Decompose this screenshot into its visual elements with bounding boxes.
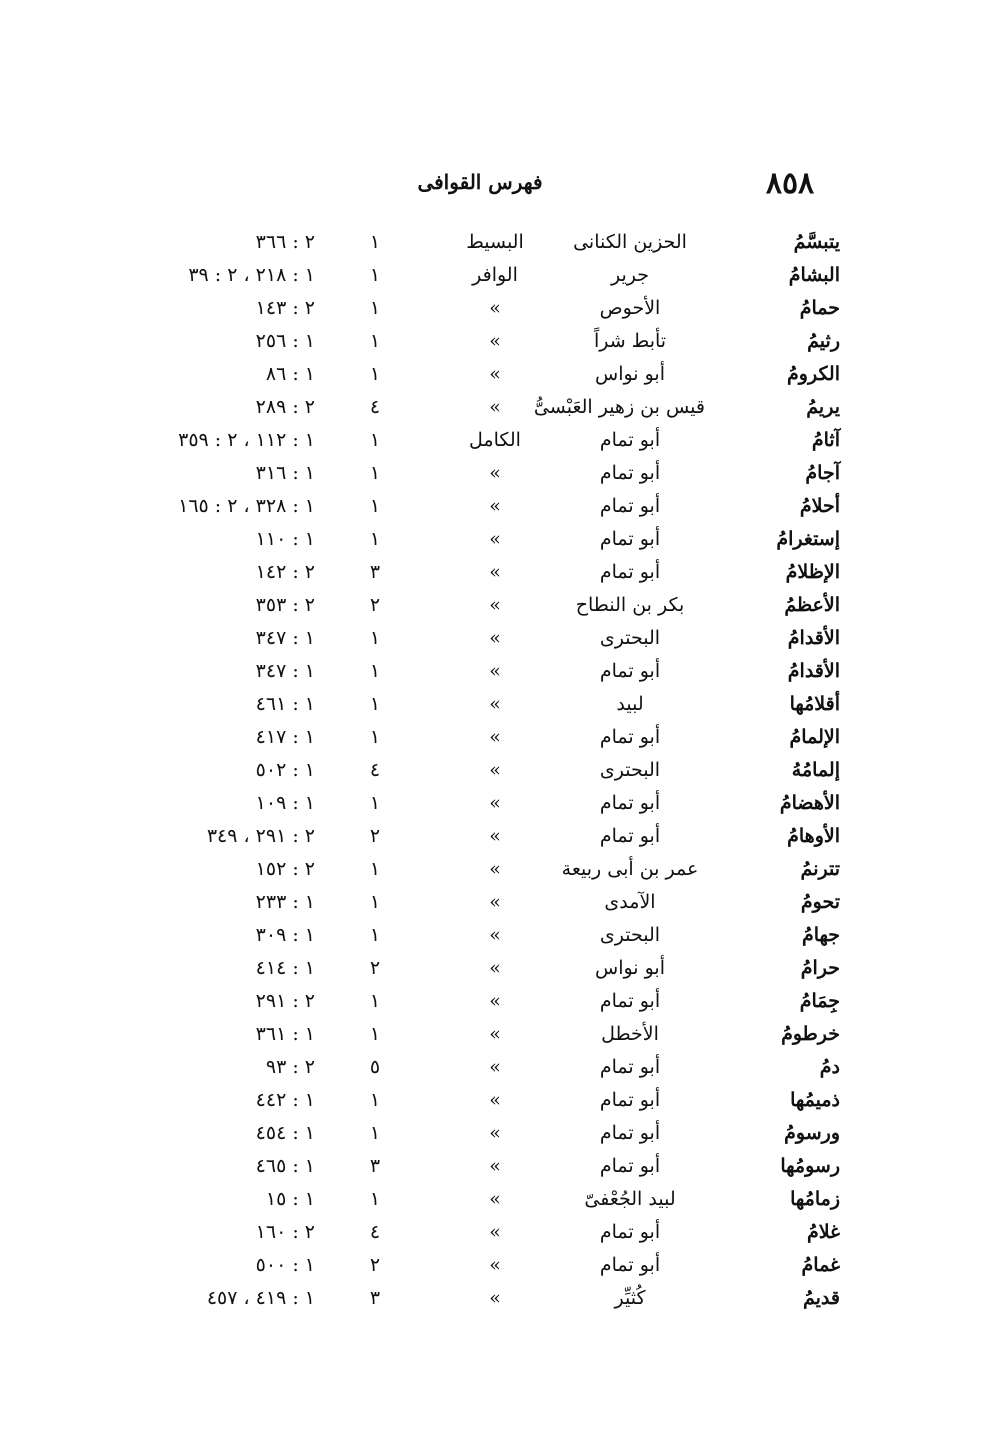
table-row <box>0 259 1005 292</box>
rhyme-cell: دمُ <box>819 1056 840 1078</box>
poet-cell: أبو تمام <box>599 792 661 814</box>
table-row <box>0 886 1005 919</box>
meter-cell: البسيط <box>466 231 524 253</box>
table-row <box>0 787 1005 820</box>
count-cell: ١ <box>369 330 381 352</box>
rhyme-cell: إلمامُهُ <box>791 759 840 781</box>
table-row <box>0 589 1005 622</box>
reference-cell: ١ : ٤١٧ <box>255 726 315 748</box>
meter-cell: » <box>489 957 501 979</box>
reference-cell: ٢ : ١٥٢ <box>255 858 315 880</box>
poet-cell: البحترى <box>599 924 661 946</box>
count-cell: ١ <box>369 792 381 814</box>
reference-cell: ٢ : ٢٩١ ، ٣٤٩ <box>206 825 315 847</box>
rhyme-cell: الأقدامُ <box>787 660 840 682</box>
count-cell: ١ <box>369 726 381 748</box>
meter-cell: » <box>489 924 501 946</box>
table-row <box>0 919 1005 952</box>
rhyme-cell: ذميمُها <box>790 1089 840 1111</box>
poet-cell: أبو تمام <box>599 1221 661 1243</box>
rhyme-cell: الأوهامُ <box>787 825 840 847</box>
page-number: ٨٥٨ <box>765 166 815 201</box>
table-row <box>0 1249 1005 1282</box>
reference-cell: ١ : ٨٦ <box>265 363 315 385</box>
count-cell: ١ <box>369 495 381 517</box>
poet-cell: أبو نواس <box>595 363 665 385</box>
count-cell: ١ <box>369 1188 381 1210</box>
reference-cell: ١ : ٤٤٢ <box>255 1089 315 1111</box>
rhyme-cell: الكرومُ <box>787 363 840 385</box>
table-row <box>0 820 1005 853</box>
rhyme-cell: رسومُها <box>780 1155 840 1177</box>
count-cell: ١ <box>369 891 381 913</box>
rhyme-cell: جِمَامُ <box>799 990 840 1012</box>
meter-cell: » <box>489 528 501 550</box>
table-row <box>0 688 1005 721</box>
poet-cell: أبو تمام <box>599 825 661 847</box>
count-cell: ٢ <box>369 825 381 847</box>
rhyme-cell: خرطومُ <box>781 1023 840 1045</box>
rhyme-cell: رثيمُ <box>807 330 840 352</box>
rhyme-cell: غمامُ <box>801 1254 840 1276</box>
rhyme-cell: أحلامُ <box>799 495 840 517</box>
table-row <box>0 457 1005 490</box>
count-cell: ١ <box>369 297 381 319</box>
reference-cell: ١ : ٣٦١ <box>255 1023 315 1045</box>
rhyme-cell: زمامُها <box>790 1188 840 1210</box>
reference-cell: ١ : ٣٤٧ <box>255 627 315 649</box>
reference-cell: ١ : ٤٥٤ <box>255 1122 315 1144</box>
meter-cell: » <box>489 858 501 880</box>
reference-cell: ١ : ٤٦٥ <box>255 1155 315 1177</box>
rhyme-cell: البشامُ <box>788 264 840 286</box>
poet-cell: عمر بن أبى ربيعة <box>561 858 699 880</box>
poet-cell: أبو تمام <box>599 528 661 550</box>
rhyme-cell: ورسومُ <box>784 1122 840 1144</box>
poet-cell: أبو تمام <box>599 495 661 517</box>
meter-cell: » <box>489 1122 501 1144</box>
count-cell: ١ <box>369 1089 381 1111</box>
poet-cell: أبو تمام <box>599 1089 661 1111</box>
reference-cell: ١ : ٣٠٩ <box>255 924 315 946</box>
reference-cell: ١ : ١١٠ <box>255 528 315 550</box>
reference-cell: ٢ : ١٤٣ <box>255 297 315 319</box>
meter-cell: » <box>489 1287 501 1309</box>
rhyme-cell: غلامُ <box>806 1221 840 1243</box>
count-cell: ٢ <box>369 594 381 616</box>
table-row <box>0 754 1005 787</box>
reference-cell: ١ : ٤١٩ ، ٤٥٧ <box>206 1287 315 1309</box>
meter-cell: » <box>489 561 501 583</box>
reference-cell: ١ : ١٥ <box>265 1188 315 1210</box>
reference-cell: ١ : ١٠٩ <box>255 792 315 814</box>
table-row <box>0 1117 1005 1150</box>
rhyme-cell: الأعظمُ <box>784 594 840 616</box>
poet-cell: الحزين الكنانى <box>573 231 687 253</box>
meter-cell: الكامل <box>469 429 521 451</box>
meter-cell: » <box>489 693 501 715</box>
poet-cell: تأبط شراً <box>593 330 667 352</box>
meter-cell: » <box>489 330 501 352</box>
poet-cell: الأحوص <box>599 297 661 319</box>
poet-cell: لبيد <box>616 693 644 715</box>
count-cell: ١ <box>369 1122 381 1144</box>
count-cell: ١ <box>369 627 381 649</box>
poet-cell: الأخطل <box>601 1023 659 1045</box>
poet-cell: أبو تمام <box>599 462 661 484</box>
meter-cell: » <box>489 726 501 748</box>
count-cell: ٤ <box>369 396 381 418</box>
rhyme-cell: يريمُ <box>806 396 840 418</box>
table-row <box>0 622 1005 655</box>
poet-cell: البحترى <box>599 627 661 649</box>
count-cell: ١ <box>369 990 381 1012</box>
meter-cell: » <box>489 1089 501 1111</box>
reference-cell: ٢ : ٣٥٣ <box>255 594 315 616</box>
table-row <box>0 1018 1005 1051</box>
poet-cell: أبو تمام <box>599 1122 661 1144</box>
table-row <box>0 1084 1005 1117</box>
poet-cell: أبو تمام <box>599 660 661 682</box>
reference-cell: ١ : ٥٠٠ <box>255 1254 315 1276</box>
poet-cell: الآمدى <box>604 891 656 913</box>
meter-cell: » <box>489 462 501 484</box>
reference-cell: ١ : ٢٣٣ <box>255 891 315 913</box>
reference-cell: ٢ : ٩٣ <box>265 1056 315 1078</box>
meter-cell: » <box>489 1155 501 1177</box>
poet-cell: لبيد الجُعْفىّ <box>584 1188 676 1210</box>
meter-cell: » <box>489 396 501 418</box>
meter-cell: » <box>489 990 501 1012</box>
rhyme-cell: حرامُ <box>800 957 840 979</box>
count-cell: ١ <box>369 858 381 880</box>
table-row <box>0 325 1005 358</box>
reference-cell: ١ : ٣٢٨ ، ٢ : ١٦٥ <box>178 495 315 517</box>
poet-cell: أبو تمام <box>599 726 661 748</box>
count-cell: ١ <box>369 924 381 946</box>
meter-cell: الوافر <box>472 264 518 286</box>
count-cell: ١ <box>369 363 381 385</box>
meter-cell: » <box>489 1254 501 1276</box>
meter-cell: » <box>489 297 501 319</box>
table-row <box>0 1183 1005 1216</box>
reference-cell: ١ : ٤٦١ <box>255 693 315 715</box>
meter-cell: » <box>489 627 501 649</box>
poet-cell: البحترى <box>599 759 661 781</box>
table-row <box>0 523 1005 556</box>
meter-cell: » <box>489 363 501 385</box>
table-row <box>0 655 1005 688</box>
reference-cell: ٢ : ٣٦٦ <box>255 231 315 253</box>
reference-cell: ١ : ٢٥٦ <box>255 330 315 352</box>
reference-cell: ٢ : ١٦٠ <box>255 1221 315 1243</box>
count-cell: ٤ <box>369 1221 381 1243</box>
count-cell: ١ <box>369 462 381 484</box>
table-row <box>0 358 1005 391</box>
meter-cell: » <box>489 891 501 913</box>
rhyme-cell: قديمُ <box>803 1287 840 1309</box>
reference-cell: ١ : ٤١٤ <box>255 957 315 979</box>
table-row <box>0 556 1005 589</box>
table-row <box>0 424 1005 457</box>
count-cell: ٢ <box>369 957 381 979</box>
table-row <box>0 1282 1005 1315</box>
rhyme-cell: يتبسَّمُ <box>793 231 840 253</box>
count-cell: ١ <box>369 429 381 451</box>
count-cell: ٣ <box>369 561 381 583</box>
rhyme-cell: آثامُ <box>811 429 840 451</box>
table-row <box>0 490 1005 523</box>
poet-cell: أبو تمام <box>599 1155 661 1177</box>
table-row <box>0 226 1005 259</box>
reference-cell: ٢ : ٢٩١ <box>255 990 315 1012</box>
reference-cell: ٢ : ٢٨٩ <box>255 396 315 418</box>
rhyme-cell: تحومُ <box>800 891 840 913</box>
rhyme-cell: الإلمامُ <box>789 726 840 748</box>
count-cell: ١ <box>369 528 381 550</box>
poet-cell: أبو تمام <box>599 1254 661 1276</box>
meter-cell: » <box>489 594 501 616</box>
table-row <box>0 721 1005 754</box>
reference-cell: ١ : ٣١٦ <box>255 462 315 484</box>
poet-cell: بكر بن النطاح <box>575 594 685 616</box>
table-row <box>0 952 1005 985</box>
table-row <box>0 1150 1005 1183</box>
rhyme-cell: تترنمُ <box>800 858 840 880</box>
reference-cell: ١ : ٥٠٢ <box>255 759 315 781</box>
poet-cell: قيس بن زهير العَبْسىُّ <box>533 396 705 418</box>
meter-cell: » <box>489 1221 501 1243</box>
meter-cell: » <box>489 1056 501 1078</box>
rhyme-cell: أقلامُها <box>789 693 840 715</box>
reference-cell: ١ : ١١٢ ، ٢ : ٣٥٩ <box>178 429 315 451</box>
count-cell: ٥ <box>369 1056 381 1078</box>
poet-cell: أبو نواس <box>595 957 665 979</box>
meter-cell: » <box>489 495 501 517</box>
count-cell: ٣ <box>369 1287 381 1309</box>
count-cell: ١ <box>369 660 381 682</box>
rhyme-cell: الأهضامُ <box>779 792 840 814</box>
rhyme-cell: جهامُ <box>801 924 840 946</box>
rhyme-cell: إستغرامُ <box>776 528 840 550</box>
poet-cell: جرير <box>611 264 649 286</box>
reference-cell: ١ : ٣٤٧ <box>255 660 315 682</box>
meter-cell: » <box>489 1023 501 1045</box>
rhyme-cell: آجامُ <box>805 462 840 484</box>
count-cell: ٣ <box>369 1155 381 1177</box>
meter-cell: » <box>489 759 501 781</box>
count-cell: ١ <box>369 1023 381 1045</box>
count-cell: ٢ <box>369 1254 381 1276</box>
meter-cell: » <box>489 825 501 847</box>
poet-cell: أبو تمام <box>599 561 661 583</box>
table-row <box>0 292 1005 325</box>
poet-cell: كُثيِّر <box>614 1287 646 1309</box>
meter-cell: » <box>489 1188 501 1210</box>
table-row <box>0 985 1005 1018</box>
rhyme-cell: حمامُ <box>799 297 840 319</box>
table-row <box>0 853 1005 886</box>
count-cell: ١ <box>369 231 381 253</box>
count-cell: ١ <box>369 264 381 286</box>
table-row <box>0 391 1005 424</box>
reference-cell: ١ : ٢١٨ ، ٢ : ٣٩ <box>188 264 315 286</box>
count-cell: ١ <box>369 693 381 715</box>
table-row <box>0 1051 1005 1084</box>
poet-cell: أبو تمام <box>599 990 661 1012</box>
count-cell: ٤ <box>369 759 381 781</box>
poet-cell: أبو تمام <box>599 429 661 451</box>
rhyme-cell: الأقدامُ <box>787 627 840 649</box>
reference-cell: ٢ : ١٤٢ <box>255 561 315 583</box>
meter-cell: » <box>489 792 501 814</box>
page-title: فهرس القوافى <box>417 170 543 194</box>
poet-cell: أبو تمام <box>599 1056 661 1078</box>
rhyme-cell: الإظلامُ <box>785 561 840 583</box>
meter-cell: » <box>489 660 501 682</box>
table-row <box>0 1216 1005 1249</box>
